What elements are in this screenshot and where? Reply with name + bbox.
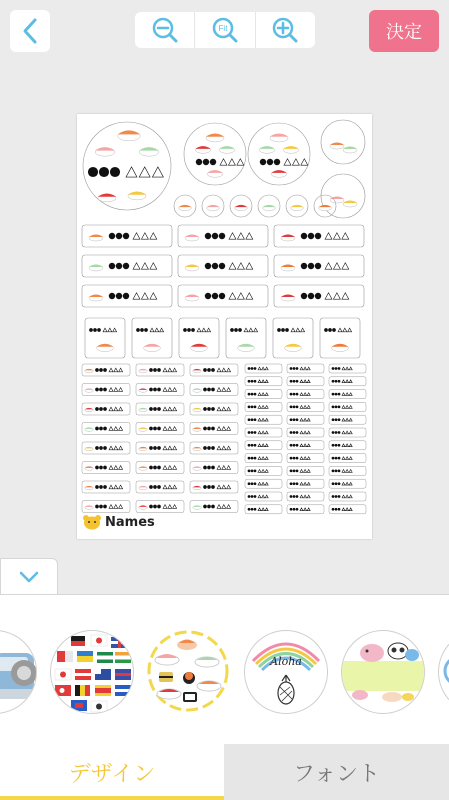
fit-label: Fit — [218, 24, 228, 33]
sticker-mini-label — [245, 415, 282, 424]
zoom-in-icon — [270, 15, 300, 45]
sushi-icon — [147, 630, 229, 712]
sticker-square — [179, 318, 219, 358]
sticker-mini-label — [329, 505, 366, 514]
sticker-mini-label — [287, 466, 324, 475]
sticker-mini-label — [245, 479, 282, 488]
chevron-down-icon — [18, 570, 40, 584]
sticker-mini-label — [329, 454, 366, 463]
sticker-mini-label — [245, 377, 282, 386]
sticker-square — [132, 318, 172, 358]
bottom-tabs — [0, 744, 449, 800]
zoom-out-icon — [150, 15, 180, 45]
sticker-mini-label — [287, 428, 324, 437]
sticker-mini-label — [329, 377, 366, 386]
design-thumb-animals[interactable] — [341, 630, 425, 714]
collapse-panel-button[interactable] — [0, 558, 58, 595]
zoom-in-button[interactable] — [256, 12, 315, 48]
sticker-mini-label — [245, 441, 282, 450]
sticker-mini-label — [245, 390, 282, 399]
flags-icon — [51, 631, 133, 713]
sticker-mini-label — [287, 364, 324, 373]
sticker-mini-label — [287, 377, 324, 386]
zoom-out-button[interactable] — [135, 12, 195, 48]
sticker-mini-label — [287, 479, 324, 488]
sticker-mini-label — [245, 428, 282, 437]
sticker-mini-label — [245, 454, 282, 463]
sticker-mini-label — [329, 390, 366, 399]
sticker-small-circle — [321, 174, 365, 218]
top-toolbar — [0, 0, 449, 60]
sticker-mini-label — [245, 505, 282, 514]
sticker-sheet-art — [77, 114, 372, 539]
sticker-mini-label — [287, 441, 324, 450]
sticker-mini-label — [329, 479, 366, 488]
sticker-mini-label — [245, 402, 282, 411]
tab-font[interactable]: フォント — [224, 744, 449, 800]
design-thumb-flags[interactable] — [50, 630, 134, 714]
sticker-mini-label — [245, 492, 282, 501]
sticker-mini-label — [245, 466, 282, 475]
design-thumb-sushi[interactable] — [147, 630, 229, 712]
animals-icon — [342, 631, 424, 713]
design-thumb-vehicle[interactable] — [0, 630, 37, 714]
sticker-mini-label — [287, 505, 324, 514]
partial-design-icon — [439, 631, 449, 713]
sticker-mini-label — [287, 454, 324, 463]
design-thumb-aloha[interactable] — [244, 630, 328, 714]
design-picker — [0, 594, 449, 745]
brand-name: Names — [105, 514, 155, 530]
sticker-mini-label — [329, 402, 366, 411]
sticker-mini-label — [329, 364, 366, 373]
sticker-mini-label — [329, 466, 366, 475]
sticker-mini-label — [329, 441, 366, 450]
sticker-mini-label — [287, 390, 324, 399]
fit-icon — [210, 15, 240, 45]
aloha-text: Aloha — [270, 655, 302, 668]
sticker-mini-label — [329, 428, 366, 437]
sticker-small-circle — [321, 120, 365, 164]
rainbow-pineapple-icon — [245, 631, 327, 713]
tab-design[interactable]: デザイン — [0, 744, 224, 800]
back-button[interactable] — [10, 10, 50, 52]
zoom-controls — [135, 12, 315, 48]
sticker-square — [85, 318, 125, 358]
chevron-left-icon — [20, 17, 40, 45]
sticker-mini-label — [329, 415, 366, 424]
sticker-square — [320, 318, 360, 358]
fit-button[interactable] — [195, 12, 255, 48]
confirm-button[interactable]: 決定 — [369, 10, 439, 52]
sticker-sheet-preview — [77, 114, 372, 539]
sticker-mini-label — [329, 492, 366, 501]
sticker-mini-label — [287, 415, 324, 424]
design-thumb-partial[interactable] — [438, 630, 449, 714]
sticker-mini-label — [245, 364, 282, 373]
sticker-mini-label — [287, 402, 324, 411]
car-icon — [0, 631, 36, 713]
sticker-square — [273, 318, 313, 358]
bear-icon — [82, 514, 102, 530]
brand-logo — [82, 514, 155, 530]
sticker-square — [226, 318, 266, 358]
sticker-mini-label — [287, 492, 324, 501]
